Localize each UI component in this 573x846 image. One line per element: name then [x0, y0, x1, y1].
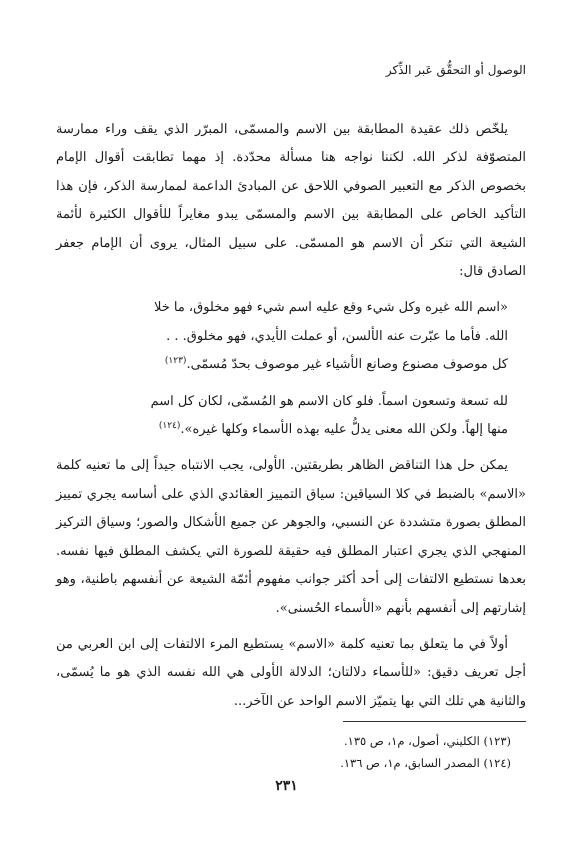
footnote-123: (١٢٣) الكليني، أصول، م١، ص ١٣٥. [344, 734, 511, 748]
quote-line: كل موصوف مصنوع وصانع الأشياء غير موصوف بحدّ مُسمّى. [186, 357, 508, 373]
paragraph-1: يلخّص ذلك عقيدة المطابقة بين الاسم والمسمّى، المبرّر الذي يقف وراء ممارسة المتصوّفة لذكر الله. لكننا نواجه هنا مسألة محدّدة. إذ مهما تطابقت أقوال الإمام بخصوص الذكر مع التعبير الصوفي اللاحق عن المبادئ الداعمة لممارسة الذكر، فإن هذا التأكيد الخاص على المطابقة بين الاسم والمسمّى يبدو مغايراً للأقوال الكثيرة لأئمة الشيعة التي تنكر أن الاسم هو المسمّى. على سبيل المثال، يروى أن الإمام جعفر الصادق قال: [56, 122, 526, 280]
quote-line-with-ref [56, 351, 508, 379]
page-body [56, 116, 526, 716]
quote-line-with-ref [56, 416, 508, 444]
footnote-124: (١٢٤) المصدر السابق، م١، ص ١٣٦. [340, 756, 511, 770]
footnote-divider [343, 721, 526, 722]
quote-line: الله. فأما ما عبّرت عنه الألسن، أو عملت الأيدي، فهو مخلوق. . . [166, 328, 508, 344]
footnote-ref-124[interactable]: (١٢٤) [158, 421, 181, 432]
quote-block-2 [56, 388, 526, 445]
page-number: ٢٣١ [275, 778, 298, 794]
paragraph-3: أولاً في ما يتعلق بما تعنيه كلمة «الاسم» يستطيع المرء الالتفات إلى ابن العربي من أجل تعريف دقيق: «للأسماء دلالتان؛ الدلالة الأولى هي الله نفسه الذي هو ما يُسمّى، والثانية هي تلك التي بها يتميّز الاسم الواحد عن الآخر... [56, 636, 526, 709]
quote-line: منها إلهاً. ولكن الله معنى يدلُّ عليه بهذه الأسماء وكلها غيره». [180, 422, 508, 438]
quote-line: لله تسعة وتسعون اسماً. فلو كان الاسم هو المُسمّى، لكان كل اسم [150, 393, 508, 409]
quote-line: «اسم الله غيره وكل شيء وقع عليه اسم شيء فهو مخلوق، ما خلا [153, 300, 508, 316]
paragraph-2: يمكن حل هذا التناقض الظاهر بطريقتين. الأولى، يجب الانتباه جيداً إلى ما تعنيه كلمة «الاسم» بالضبط في كلا السياقين: سياق التمييز العقائدي الذي على أساسه يجري تمييز المطلق بصورة متشددة عن النسبي، والجوهر عن جميع الأشكال والصور؛ وسياق التركيز المنهجي الذي يجري اعتبار المطلق فيه حقيقة للصورة التي يكشف المطلق فيها نفسه. بعدها نستطيع الالتفات إلى أحد أكثر جوانب مفهوم أئمّة الشيعة عن أنفسهم باطنية، وهو إشارتهم إلى أنفسهم بأنهم «الأسماء الحُسنى». [56, 458, 526, 616]
footnote-ref-123[interactable]: (١٢٣) [164, 356, 187, 367]
running-header: الوصول أو التحقُّق عَبر الذِّكر [385, 63, 526, 77]
footnotes [340, 730, 511, 774]
quote-block-1 [56, 294, 526, 379]
